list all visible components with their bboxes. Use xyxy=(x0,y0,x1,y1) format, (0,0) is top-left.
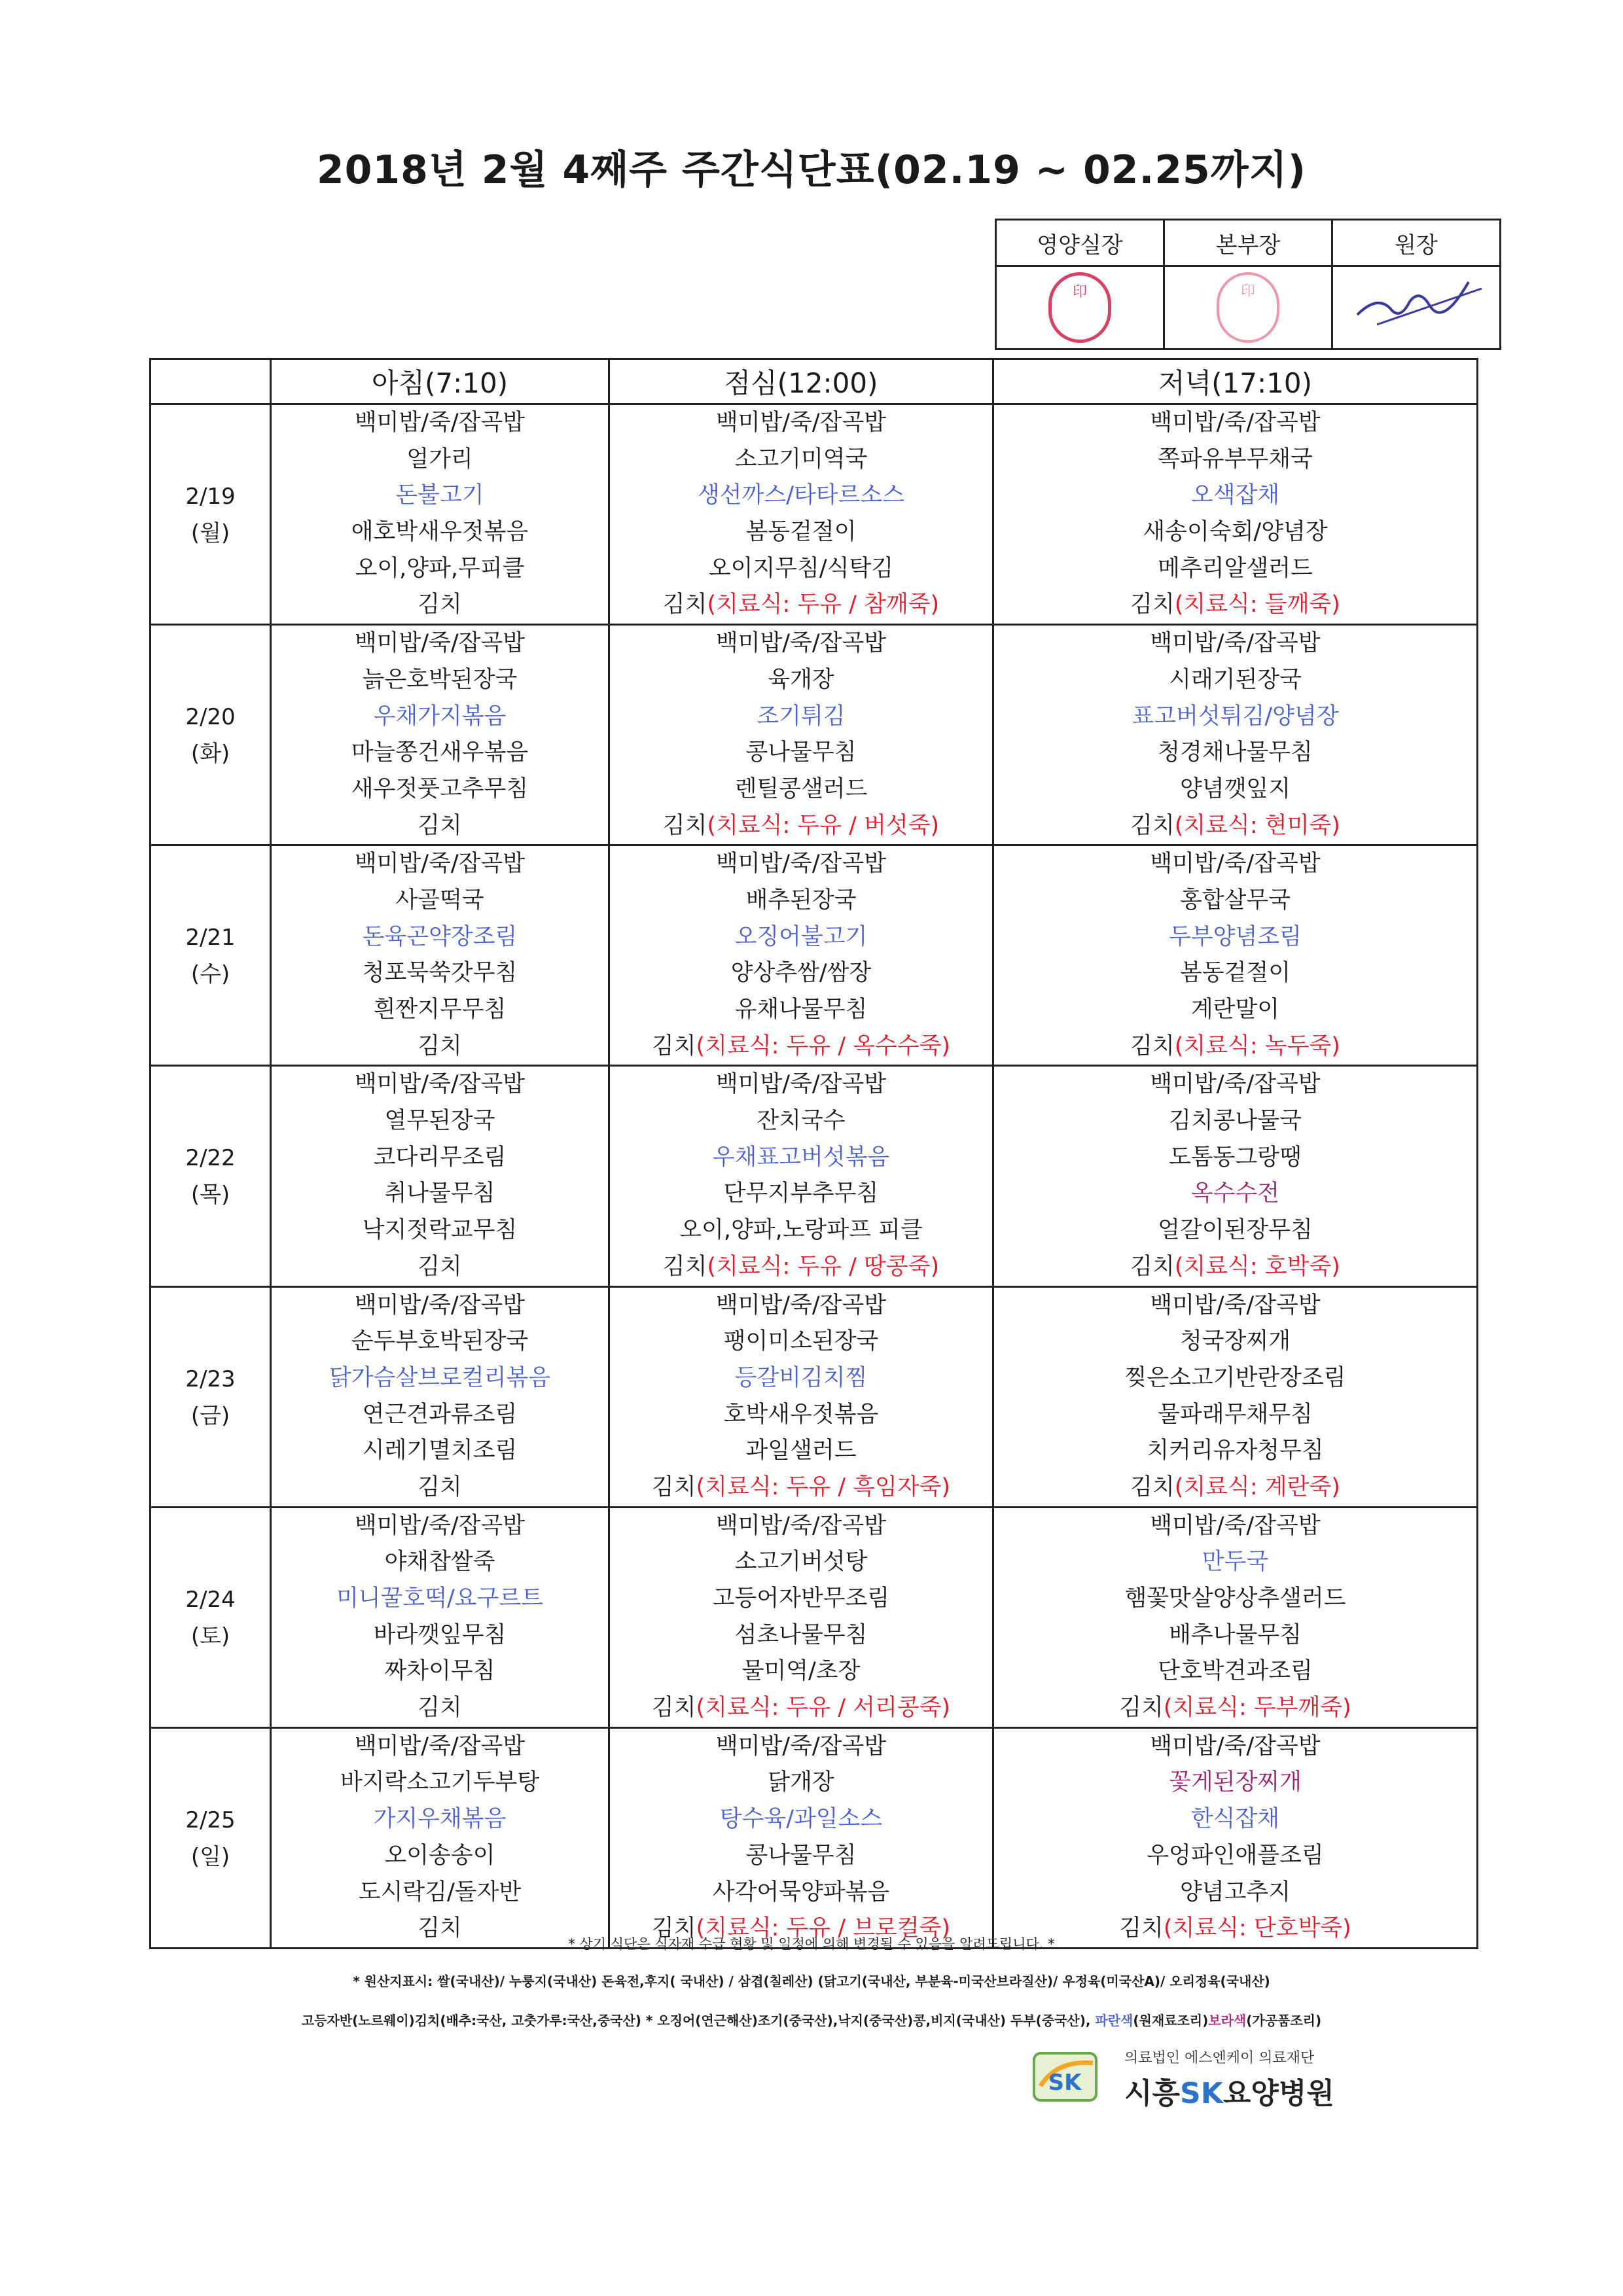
menu-item: 백미밥/죽/잡곡밥 xyxy=(354,1512,526,1539)
day-row xyxy=(151,1066,1478,1286)
menu-item: 콩나물무침 xyxy=(745,1842,857,1869)
menu-item: 쪽파유부무채국 xyxy=(1158,446,1313,472)
menu-item: 홍합살무국 xyxy=(1179,887,1291,913)
therapeutic-diet-note: (치료식: 들깨죽) xyxy=(1174,592,1340,618)
menu-item: 소고기버섯탕 xyxy=(734,1549,868,1576)
menu-item: 낙지젓락교무침 xyxy=(362,1217,518,1244)
menu-item: 김치(치료식: 단호박죽) xyxy=(1119,1915,1351,1942)
day-date: 2/25 xyxy=(185,1807,236,1833)
therapeutic-diet-note: (치료식: 현미죽) xyxy=(1174,812,1340,839)
day-date: 2/21 xyxy=(185,925,236,951)
menu-item: 김치 xyxy=(418,1915,462,1942)
legend-pink-desc: (가공품조리) xyxy=(1246,2013,1322,2028)
approval-header-director: 본부장 xyxy=(1164,220,1332,266)
menu-item: 돈육곤약장조림 xyxy=(362,923,518,950)
menu-item: 백미밥/죽/잡곡밥 xyxy=(1150,630,1321,657)
menu-item: 섬초나물무침 xyxy=(734,1621,868,1648)
menu-item: 백미밥/죽/잡곡밥 xyxy=(354,1733,526,1759)
origin-note-line2 xyxy=(0,2010,1623,2029)
day-weekday: (금) xyxy=(190,1402,230,1429)
menu-item: 김치 xyxy=(418,1695,462,1722)
menu-item: 만두국 xyxy=(1202,1549,1269,1576)
dinner-cell xyxy=(993,1286,1478,1507)
therapeutic-diet-note: (치료식: 녹두죽) xyxy=(1174,1033,1340,1059)
menu-item: 고등어자반무조림 xyxy=(712,1585,890,1612)
lunch-cell xyxy=(609,1286,993,1507)
therapeutic-diet-note: (치료식: 두유 / 흑임자죽) xyxy=(696,1474,951,1500)
menu-item: 김치(치료식: 두유 / 옥수수죽) xyxy=(651,1033,951,1059)
menu-item: 백미밥/죽/잡곡밥 xyxy=(715,630,887,657)
approval-sign-director xyxy=(1164,266,1332,349)
breakfast-cell xyxy=(271,1066,609,1286)
organization-name: 시흥SK요양병원 xyxy=(1124,2077,1334,2110)
approval-sign-nutrition xyxy=(996,266,1164,349)
menu-item: 늙은호박된장국 xyxy=(362,666,518,693)
menu-item: 오색잡채 xyxy=(1190,482,1280,509)
menu-item: 김치 xyxy=(418,592,462,618)
menu-item: 닭개장 xyxy=(768,1769,834,1796)
header-breakfast: 아침(7:10) xyxy=(271,359,609,404)
dinner-cell xyxy=(993,1507,1478,1727)
day-date: 2/20 xyxy=(185,704,236,731)
menu-item: 백미밥/죽/잡곡밥 xyxy=(1150,1071,1321,1098)
menu-item: 코다리무조림 xyxy=(373,1144,507,1171)
day-label-cell xyxy=(151,625,271,845)
therapeutic-diet-note: (치료식: 두부깨죽) xyxy=(1163,1695,1351,1722)
breakfast-cell xyxy=(271,1727,609,1948)
legend-blue: 파란색 xyxy=(1095,2013,1133,2028)
menu-item: 배추된장국 xyxy=(745,887,857,913)
menu-item: 김치 xyxy=(418,812,462,839)
menu-item: 백미밥/죽/잡곡밥 xyxy=(1150,851,1321,877)
dinner-cell xyxy=(993,625,1478,845)
menu-item: 찢은소고기반란장조림 xyxy=(1124,1364,1346,1391)
menu-item: 도톰동그랑땡 xyxy=(1169,1144,1302,1171)
day-weekday: (수) xyxy=(190,961,230,988)
menu-item: 김치(치료식: 두유 / 서리콩죽) xyxy=(651,1695,951,1722)
day-label-cell xyxy=(151,1286,271,1507)
menu-item: 가지우채볶음 xyxy=(373,1806,507,1833)
menu-item: 백미밥/죽/잡곡밥 xyxy=(715,851,887,877)
menu-item: 청경채나물무침 xyxy=(1158,739,1313,766)
day-date: 2/24 xyxy=(185,1586,236,1613)
header-corner xyxy=(151,359,271,404)
seal-stamp-icon: 印 xyxy=(1048,272,1111,343)
day-row xyxy=(151,1507,1478,1727)
menu-item: 청포묵쑥갓무침 xyxy=(362,960,518,987)
menu-item: 백미밥/죽/잡곡밥 xyxy=(715,410,887,436)
menu-item: 계란말이 xyxy=(1190,997,1280,1023)
menu-item: 백미밥/죽/잡곡밥 xyxy=(354,1292,526,1318)
menu-item: 백미밥/죽/잡곡밥 xyxy=(715,1292,887,1318)
menu-item: 김치(치료식: 녹두죽) xyxy=(1130,1033,1340,1059)
menu-item: 닭가슴살브로컬리볶음 xyxy=(329,1364,551,1391)
day-weekday: (화) xyxy=(190,741,230,768)
menu-item: 시래기된장국 xyxy=(1169,666,1302,693)
menu-item: 청국장찌개 xyxy=(1179,1328,1291,1355)
day-date: 2/22 xyxy=(185,1145,236,1172)
day-row xyxy=(151,1727,1478,1948)
menu-item: 백미밥/죽/잡곡밥 xyxy=(1150,410,1321,436)
seal-stamp-icon: 印 xyxy=(1217,272,1279,343)
menu-item: 시레기멸치조림 xyxy=(362,1438,518,1464)
menu-item: 단호박견과조림 xyxy=(1158,1658,1313,1685)
legend-blue-desc: (원재료조리) xyxy=(1133,2013,1209,2028)
therapeutic-diet-note: (치료식: 단호박죽) xyxy=(1163,1915,1351,1942)
day-row xyxy=(151,1286,1478,1507)
menu-item: 김치(치료식: 두유 / 버섯죽) xyxy=(662,812,940,839)
menu-item: 김치(치료식: 호박죽) xyxy=(1130,1253,1340,1280)
change-notice: * 상기 식단은 식자재 수급 현황 및 일정에 의해 변경될 수 있음을 알려드립니다. * xyxy=(568,1936,1055,1952)
therapeutic-diet-note: (치료식: 두유 / 참깨죽) xyxy=(707,592,940,618)
menu-item: 김치 xyxy=(418,1474,462,1500)
menu-item: 애호박새우젓볶음 xyxy=(351,519,529,546)
menu-item: 백미밥/죽/잡곡밥 xyxy=(354,851,526,877)
menu-item: 백미밥/죽/잡곡밥 xyxy=(1150,1733,1321,1759)
menu-item: 김치(치료식: 두부깨죽) xyxy=(1119,1695,1351,1722)
day-label-cell xyxy=(151,1066,271,1286)
origin-note-line1: * 원산지표시: 쌀(국내산)/ 누룽지(국내산) 돈육전,후지( 국내산) / 삼겹(칠레산) (닭고기(국내산, 부분육-미국산브라질산)/ 우정육(미국산A)/ 오리정육(국내산) xyxy=(353,1973,1270,1989)
dinner-cell xyxy=(993,404,1478,625)
dinner-cell xyxy=(993,1066,1478,1286)
menu-item: 미니꿀호떡/요구르트 xyxy=(336,1585,544,1612)
menu-item: 김치(치료식: 들깨죽) xyxy=(1130,592,1340,618)
origin-note-line2-text: 고등자반(노르웨이)김치(배추:국산, 고춧가루:국산,중국산) * 오징어(연근해산)조기(중국산),낙지(중국산)콩,비지(국내산) 두부(중국산), xyxy=(301,2013,1091,2028)
menu-item: 유채나물무침 xyxy=(734,997,868,1023)
menu-item: 취나물무침 xyxy=(384,1180,495,1207)
menu-item: 양념고추지 xyxy=(1179,1879,1291,1905)
menu-item: 조기튀김 xyxy=(757,703,846,730)
lunch-cell xyxy=(609,1066,993,1286)
menu-item: 오징어불고기 xyxy=(734,923,868,950)
therapeutic-diet-note: (치료식: 두유 / 옥수수죽) xyxy=(696,1033,951,1059)
menu-item: 백미밥/죽/잡곡밥 xyxy=(354,1071,526,1098)
day-weekday: (일) xyxy=(190,1843,230,1870)
menu-item: 사골떡국 xyxy=(395,887,484,913)
menu-item: 돈불고기 xyxy=(395,482,484,509)
menu-item: 김치 xyxy=(418,1253,462,1280)
menu-body xyxy=(151,404,1478,1949)
menu-item: 등갈비김치찜 xyxy=(734,1364,868,1391)
day-date: 2/23 xyxy=(185,1366,236,1392)
menu-item: 흰짠지무무침 xyxy=(373,997,507,1023)
menu-item: 오이지무침/식탁김 xyxy=(708,555,894,582)
page-title: 2018년 2월 4째주 주간식단표(02.19 ~ 02.25까지) xyxy=(316,147,1307,193)
menu-item: 바지락소고기두부탕 xyxy=(340,1769,540,1796)
menu-item: 얼가리 xyxy=(406,446,473,472)
menu-item: 생선까스/타타르소스 xyxy=(697,482,905,509)
menu-item: 백미밥/죽/잡곡밥 xyxy=(715,1071,887,1098)
menu-item: 햄꽃맛살양상추샐러드 xyxy=(1124,1585,1346,1612)
menu-item: 백미밥/죽/잡곡밥 xyxy=(1150,1512,1321,1539)
therapeutic-diet-note: (치료식: 두유 / 버섯죽) xyxy=(707,812,940,839)
menu-item: 연근견과류조림 xyxy=(362,1401,518,1428)
menu-item: 김치 xyxy=(418,1033,462,1059)
approval-header-chief: 원장 xyxy=(1332,220,1501,266)
menu-item: 치커리유자청무침 xyxy=(1147,1438,1324,1464)
organization-subtitle: 의료법인 에스엔케이 의료재단 xyxy=(1124,2050,1315,2066)
day-row xyxy=(151,845,1478,1066)
dinner-cell xyxy=(993,845,1478,1066)
menu-item: 얼갈이된장무침 xyxy=(1158,1217,1313,1244)
header-lunch: 점심(12:00) xyxy=(609,359,993,404)
menu-item: 오이송송이 xyxy=(384,1842,495,1869)
menu-item: 렌틸콩샐러드 xyxy=(734,775,868,802)
day-label-cell xyxy=(151,1507,271,1727)
day-date: 2/19 xyxy=(185,484,236,510)
menu-item: 표고버섯튀김/양념장 xyxy=(1132,703,1339,730)
lunch-cell xyxy=(609,404,993,625)
menu-item: 두부양념조림 xyxy=(1169,923,1302,950)
menu-item: 우채표고버섯볶음 xyxy=(712,1144,890,1171)
menu-item: 옥수수전 xyxy=(1190,1180,1280,1207)
menu-item: 우엉파인애플조림 xyxy=(1147,1842,1324,1869)
menu-item: 팽이미소된장국 xyxy=(723,1328,879,1355)
menu-item: 잔치국수 xyxy=(757,1108,846,1135)
day-row xyxy=(151,625,1478,845)
approval-box xyxy=(995,219,1501,350)
menu-item: 오이,양파,노랑파프 피클 xyxy=(679,1217,923,1244)
menu-item: 열무된장국 xyxy=(384,1108,495,1135)
therapeutic-diet-note: (치료식: 호박죽) xyxy=(1174,1253,1340,1280)
menu-item: 양상추쌈/쌈장 xyxy=(730,960,872,987)
signature-icon xyxy=(1338,269,1495,341)
lunch-cell xyxy=(609,1727,993,1948)
menu-item: 김치(치료식: 현미죽) xyxy=(1130,812,1340,839)
menu-item: 백미밥/죽/잡곡밥 xyxy=(354,630,526,657)
breakfast-cell xyxy=(271,404,609,625)
menu-item: 마늘쫑건새우볶음 xyxy=(351,739,529,766)
day-label-cell xyxy=(151,1727,271,1948)
menu-item: 김치(치료식: 계란죽) xyxy=(1130,1474,1340,1500)
menu-item: 우채가지볶음 xyxy=(373,703,507,730)
lunch-cell xyxy=(609,1507,993,1727)
menu-item: 야채찹쌀죽 xyxy=(384,1549,495,1576)
svg-text:SK: SK xyxy=(1048,2070,1082,2096)
breakfast-cell xyxy=(271,625,609,845)
menu-item: 봄동겉절이 xyxy=(745,519,857,546)
day-weekday: (토) xyxy=(190,1623,230,1650)
menu-item: 배추나물무침 xyxy=(1169,1621,1302,1648)
menu-item: 김치콩나물국 xyxy=(1169,1108,1302,1135)
header-dinner: 저녁(17:10) xyxy=(993,359,1478,404)
therapeutic-diet-note: (치료식: 두유 / 땅콩죽) xyxy=(707,1253,940,1280)
menu-item: 양념깻잎지 xyxy=(1179,775,1291,802)
menu-item: 사각어묵양파볶음 xyxy=(712,1879,890,1905)
lunch-cell xyxy=(609,625,993,845)
menu-item: 짜차이무침 xyxy=(384,1658,495,1685)
dinner-cell xyxy=(993,1727,1478,1948)
menu-item: 꽃게된장찌개 xyxy=(1169,1769,1302,1796)
weekly-menu-table xyxy=(149,358,1478,1949)
menu-item: 백미밥/죽/잡곡밥 xyxy=(1150,1292,1321,1318)
menu-item: 콩나물무침 xyxy=(745,739,857,766)
hospital-logo-icon xyxy=(1031,2047,1103,2106)
menu-item: 육개장 xyxy=(768,666,834,693)
menu-item: 메추리알샐러드 xyxy=(1158,555,1313,582)
menu-item: 과일샐러드 xyxy=(745,1438,857,1464)
menu-item: 도시락김/돌자반 xyxy=(358,1879,522,1905)
menu-item: 김치(치료식: 두유 / 브로컬죽) xyxy=(651,1915,951,1942)
menu-item: 백미밥/죽/잡곡밥 xyxy=(715,1512,887,1539)
menu-item: 봄동겉절이 xyxy=(1179,960,1291,987)
day-weekday: (목) xyxy=(190,1182,230,1209)
menu-item: 물파래무채무침 xyxy=(1158,1401,1313,1428)
breakfast-cell xyxy=(271,1286,609,1507)
therapeutic-diet-note: (치료식: 두유 / 브로컬죽) xyxy=(696,1915,951,1942)
breakfast-cell xyxy=(271,845,609,1066)
therapeutic-diet-note: (치료식: 두유 / 서리콩죽) xyxy=(696,1695,951,1722)
menu-item: 백미밥/죽/잡곡밥 xyxy=(715,1733,887,1759)
menu-item: 호박새우젓볶음 xyxy=(723,1401,879,1428)
menu-item: 바라깻잎무침 xyxy=(373,1621,507,1648)
day-row xyxy=(151,404,1478,625)
menu-item: 탕수육/과일소스 xyxy=(719,1806,883,1833)
legend-pink: 보라색 xyxy=(1208,2013,1247,2028)
menu-item: 한식잡채 xyxy=(1190,1806,1280,1833)
menu-item: 김치(치료식: 두유 / 흑임자죽) xyxy=(651,1474,951,1500)
menu-item: 물미역/초장 xyxy=(741,1658,861,1685)
approval-header-nutrition: 영양실장 xyxy=(996,220,1164,266)
menu-item: 백미밥/죽/잡곡밥 xyxy=(354,410,526,436)
menu-item: 김치(치료식: 두유 / 참깨죽) xyxy=(662,592,940,618)
therapeutic-diet-note: (치료식: 계란죽) xyxy=(1174,1474,1340,1500)
menu-item: 새송이숙회/양념장 xyxy=(1143,519,1328,546)
lunch-cell xyxy=(609,845,993,1066)
menu-item: 김치(치료식: 두유 / 땅콩죽) xyxy=(662,1253,940,1280)
menu-item: 오이,양파,무피클 xyxy=(355,555,525,582)
menu-item: 순두부호박된장국 xyxy=(351,1328,529,1355)
menu-item: 단무지부추무침 xyxy=(723,1180,879,1207)
day-label-cell xyxy=(151,404,271,625)
breakfast-cell xyxy=(271,1507,609,1727)
menu-item: 소고기미역국 xyxy=(734,446,868,472)
day-weekday: (월) xyxy=(190,520,230,546)
day-label-cell xyxy=(151,845,271,1066)
menu-item: 새우젓풋고추무침 xyxy=(351,775,529,802)
approval-sign-chief xyxy=(1332,266,1501,349)
